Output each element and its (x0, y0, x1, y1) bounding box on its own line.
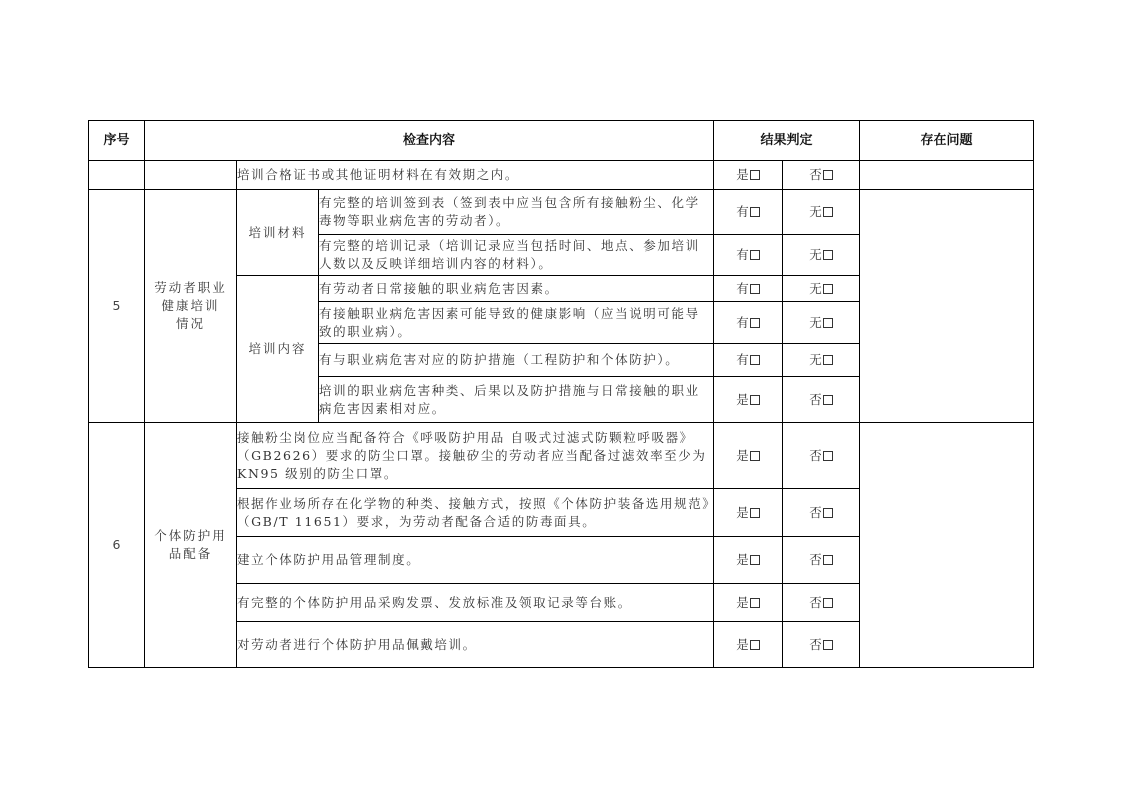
option-a-label: 有 (736, 314, 749, 330)
checkbox-icon[interactable] (823, 640, 833, 650)
option-a-cell[interactable] (714, 276, 783, 302)
checkbox-icon[interactable] (823, 284, 833, 294)
header-seq: 序号 (89, 121, 145, 161)
option-a-label: 是 (736, 167, 749, 182)
item-cell (145, 161, 237, 190)
option-a-label: 是 (736, 447, 749, 463)
item-line: 个体防护用 (154, 528, 227, 543)
option-a-cell[interactable] (714, 302, 783, 344)
checkbox-icon[interactable] (750, 207, 760, 217)
option-b-cell[interactable] (783, 190, 860, 235)
table-row (89, 423, 1034, 489)
content-cell: 培训的职业病危害种类、后果以及防护措施与日常接触的职业病危害因素相对应。 (319, 377, 714, 423)
option-b-cell[interactable] (783, 489, 860, 537)
option-b-label: 否 (809, 391, 822, 407)
option-a-label: 有 (736, 204, 749, 219)
checkbox-icon[interactable] (750, 170, 760, 180)
group-training-materials: 培训材料 (237, 190, 319, 276)
option-b-cell[interactable] (783, 622, 860, 668)
checkbox-icon[interactable] (823, 598, 833, 608)
option-b-cell[interactable] (783, 276, 860, 302)
checkbox-icon[interactable] (823, 170, 833, 180)
checkbox-icon[interactable] (750, 284, 760, 294)
checkbox-icon[interactable] (823, 318, 833, 328)
content-cell: 有完整的培训记录（培训记录应当包括时间、地点、参加培训人数以及反映详细培训内容的材料）。 (319, 235, 714, 276)
checkbox-icon[interactable] (750, 318, 760, 328)
option-a-label: 是 (736, 552, 749, 567)
content-cell: 接触粉尘岗位应当配备符合《呼吸防护用品 自吸式过滤式防颗粒呼吸器》（GB2626）要求的防尘口罩。接触矽尘的劳动者应当配备过滤效率至少为KN95 级别的防尘口罩。 (237, 423, 714, 489)
content-cell: 有劳动者日常接触的职业病危害因素。 (319, 276, 714, 302)
seq-cell-6: 6 (89, 423, 145, 668)
content-cell: 有与职业病危害对应的防护措施（工程防护和个体防护）。 (319, 344, 714, 377)
checkbox-icon[interactable] (750, 508, 760, 518)
option-b-cell[interactable] (783, 423, 860, 489)
content-cell: 有完整的培训签到表（签到表中应当包含所有接触粉尘、化学毒物等职业病危害的劳动者）。 (319, 190, 714, 235)
checkbox-icon[interactable] (823, 555, 833, 565)
checkbox-icon[interactable] (750, 640, 760, 650)
option-a-cell[interactable] (714, 622, 783, 668)
item-cell-5 (145, 190, 237, 423)
option-a-cell[interactable] (714, 489, 783, 537)
option-a-label: 是 (736, 504, 749, 520)
issues-cell[interactable] (860, 161, 1034, 190)
header-row (89, 121, 1034, 161)
option-b-label: 无 (809, 352, 822, 367)
option-b-label: 否 (809, 447, 822, 463)
option-b-label: 无 (809, 280, 822, 296)
option-a-cell[interactable] (714, 235, 783, 276)
option-b-label: 无 (809, 204, 822, 219)
option-b-cell[interactable] (783, 161, 860, 190)
item-line: 品配备 (168, 546, 213, 561)
checkbox-icon[interactable] (823, 355, 833, 365)
option-b-label: 否 (809, 594, 822, 610)
checkbox-icon[interactable] (750, 598, 760, 608)
option-a-label: 是 (736, 636, 749, 652)
group-training-content: 培训内容 (237, 276, 319, 423)
option-a-cell[interactable] (714, 537, 783, 584)
option-b-label: 无 (809, 247, 822, 262)
option-b-cell[interactable] (783, 344, 860, 377)
content-cell: 根据作业场所存在化学物的种类、接触方式，按照《个体防护装备选用规范》（GB/T 11651）要求，为劳动者配备合适的防毒面具。 (237, 489, 714, 537)
header-content: 检查内容 (145, 121, 714, 161)
option-a-cell[interactable] (714, 161, 783, 190)
seq-cell-5: 5 (89, 190, 145, 423)
option-b-cell[interactable] (783, 537, 860, 584)
option-a-cell[interactable] (714, 377, 783, 423)
option-a-cell[interactable] (714, 423, 783, 489)
checkbox-icon[interactable] (823, 451, 833, 461)
table-row (89, 161, 1034, 190)
content-cell: 有接触职业病危害因素可能导致的健康影响（应当说明可能导致的职业病）。 (319, 302, 714, 344)
option-b-label: 否 (809, 167, 822, 182)
option-b-cell[interactable] (783, 584, 860, 622)
option-b-label: 否 (809, 636, 822, 652)
option-a-cell[interactable] (714, 584, 783, 622)
checkbox-icon[interactable] (823, 395, 833, 405)
item-cell-6 (145, 423, 237, 668)
item-line: 情况 (175, 316, 205, 331)
option-a-label: 有 (736, 352, 749, 367)
option-a-label: 是 (736, 391, 749, 407)
option-a-cell[interactable] (714, 344, 783, 377)
checkbox-icon[interactable] (750, 355, 760, 365)
issues-cell-6[interactable] (860, 423, 1034, 668)
option-b-cell[interactable] (783, 377, 860, 423)
header-result: 结果判定 (714, 121, 860, 161)
option-a-cell[interactable] (714, 190, 783, 235)
checkbox-icon[interactable] (750, 555, 760, 565)
content-cell: 培训合格证书或其他证明材料在有效期之内。 (237, 161, 714, 190)
option-b-label: 否 (809, 552, 822, 567)
option-a-label: 有 (736, 247, 749, 262)
header-issues: 存在问题 (860, 121, 1034, 161)
option-b-label: 无 (809, 314, 822, 330)
table-row (89, 190, 1034, 235)
item-line: 健康培训 (161, 298, 220, 313)
item-line: 劳动者职业 (154, 280, 227, 295)
checkbox-icon[interactable] (823, 250, 833, 260)
checkbox-icon[interactable] (750, 451, 760, 461)
checkbox-icon[interactable] (823, 508, 833, 518)
checkbox-icon[interactable] (823, 207, 833, 217)
option-a-label: 有 (736, 280, 749, 296)
option-b-cell[interactable] (783, 302, 860, 344)
inspection-table (88, 120, 1034, 668)
option-b-label: 否 (809, 504, 822, 520)
content-cell: 建立个体防护用品管理制度。 (237, 537, 714, 584)
option-a-label: 是 (736, 594, 749, 610)
content-cell: 有完整的个体防护用品采购发票、发放标准及领取记录等台账。 (237, 584, 714, 622)
seq-cell (89, 161, 145, 190)
issues-cell-5[interactable] (860, 190, 1034, 423)
checkbox-icon[interactable] (750, 395, 760, 405)
option-b-cell[interactable] (783, 235, 860, 276)
content-cell: 对劳动者进行个体防护用品佩戴培训。 (237, 622, 714, 668)
checkbox-icon[interactable] (750, 250, 760, 260)
